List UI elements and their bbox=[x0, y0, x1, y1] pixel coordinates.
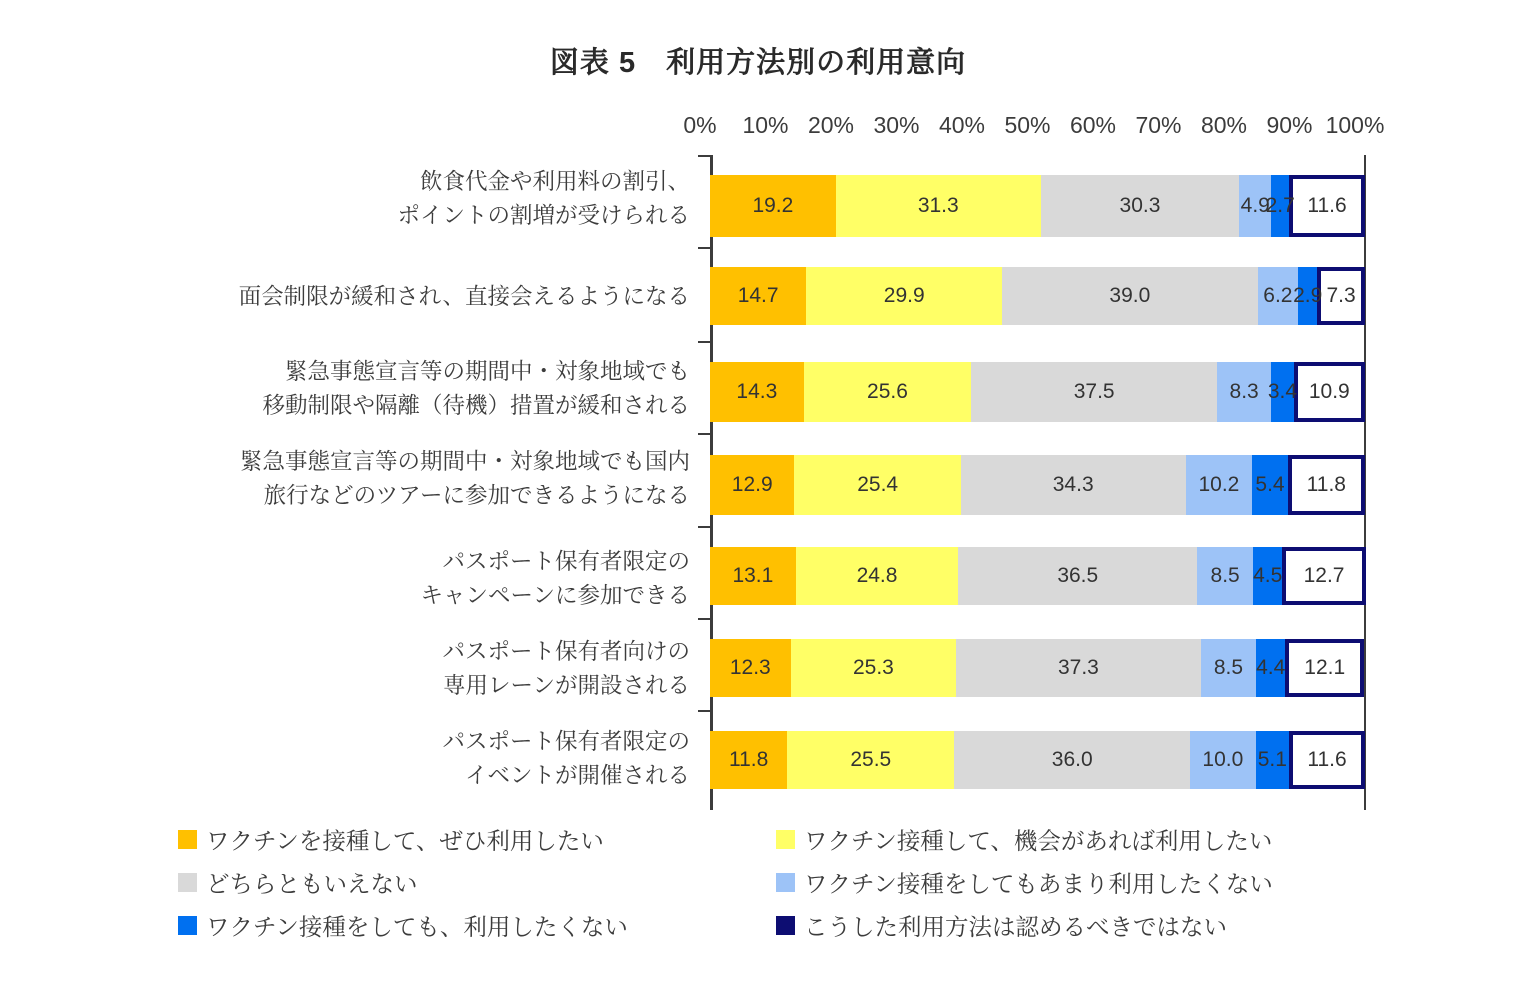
bar-value-label: 25.3 bbox=[852, 656, 894, 679]
chart-title: 図表 5 利用方法別の利用意向 bbox=[549, 47, 967, 79]
bar-segment bbox=[1201, 639, 1257, 697]
bar-row bbox=[710, 455, 1365, 515]
legend-swatch-icon bbox=[776, 830, 795, 849]
bar-segment bbox=[954, 731, 1190, 789]
legend-item[interactable] bbox=[178, 822, 776, 856]
bar-value-label: 11.8 bbox=[728, 748, 769, 771]
legend-label: ワクチン接種をしても、利用したくない bbox=[206, 914, 628, 940]
category-label: パスポート保有者向けの 専用レーンが開設される bbox=[442, 639, 690, 698]
bar-value-label: 2.9 bbox=[1293, 284, 1323, 307]
bar-value-label: 36.5 bbox=[1057, 564, 1099, 587]
x-axis-tick-30: 30% bbox=[873, 112, 920, 138]
chart-legend bbox=[178, 822, 1418, 951]
legend-swatch-icon bbox=[178, 873, 197, 892]
bar-value-label: 10.0 bbox=[1202, 748, 1244, 771]
bar-segment bbox=[710, 455, 794, 515]
axis-separator bbox=[698, 526, 710, 528]
x-axis-tick-70: 70% bbox=[1135, 112, 1182, 138]
bar-value-label: 5.4 bbox=[1255, 473, 1285, 496]
bar-value-label: 37.3 bbox=[1057, 656, 1099, 679]
bar-segment bbox=[1267, 362, 1298, 422]
category-label: 面会制限が緩和され、直接会えるようになる bbox=[238, 284, 690, 309]
bar-value-label: 8.3 bbox=[1229, 380, 1259, 403]
bar-row bbox=[710, 639, 1365, 697]
bar-value-label: 30.3 bbox=[1119, 194, 1161, 217]
bar-value-label: 8.5 bbox=[1210, 564, 1240, 587]
bar-value-label: 19.2 bbox=[752, 194, 794, 217]
bar-value-label: 31.3 bbox=[917, 194, 959, 217]
bar-row bbox=[710, 547, 1365, 605]
legend-row bbox=[178, 908, 1418, 951]
bar-value-label: 24.8 bbox=[856, 564, 898, 587]
bar-segment bbox=[787, 731, 954, 789]
bar-segment bbox=[794, 455, 960, 515]
bar-value-label: 14.3 bbox=[736, 380, 778, 403]
legend-row bbox=[178, 865, 1418, 908]
bar-segment bbox=[1190, 731, 1256, 789]
bar-value-label: 12.1 bbox=[1304, 656, 1346, 679]
bar-value-label: 10.2 bbox=[1198, 473, 1240, 496]
bar-row bbox=[710, 731, 1365, 789]
bar-segment bbox=[1217, 362, 1271, 422]
plot-area bbox=[710, 155, 1365, 810]
bar-value-label: 25.5 bbox=[850, 748, 892, 771]
bar-value-label: 11.6 bbox=[1307, 748, 1347, 771]
legend-label: どちらともいえない bbox=[206, 871, 418, 897]
bar-value-label: 11.8 bbox=[1306, 473, 1346, 496]
legend-item[interactable] bbox=[178, 865, 776, 899]
bar-value-label: 29.9 bbox=[883, 284, 925, 307]
legend-item[interactable] bbox=[178, 908, 776, 942]
axis-separator bbox=[698, 247, 710, 249]
legend-row bbox=[178, 822, 1418, 865]
bar-row bbox=[710, 175, 1365, 237]
legend-item[interactable] bbox=[776, 822, 1272, 856]
bar-segment bbox=[958, 547, 1197, 605]
bar-row bbox=[710, 267, 1365, 325]
bar-segment bbox=[961, 455, 1186, 515]
legend-label: ワクチン接種をしてもあまり利用したくない bbox=[804, 871, 1273, 897]
x-axis-tick-60: 60% bbox=[1069, 112, 1117, 138]
bar-value-label: 4.9 bbox=[1240, 194, 1270, 217]
bar-value-label: 12.3 bbox=[729, 656, 771, 679]
bar-segment bbox=[1288, 455, 1365, 515]
bar-segment bbox=[806, 267, 1002, 325]
bar-value-label: 5.1 bbox=[1257, 748, 1287, 771]
x-axis-tick-90: 90% bbox=[1266, 112, 1313, 138]
bar-segment bbox=[1002, 267, 1257, 325]
legend-label: こうした利用方法は認めるべきではない bbox=[804, 914, 1227, 940]
bar-value-label: 34.3 bbox=[1052, 473, 1094, 496]
bar-segment bbox=[710, 547, 796, 605]
bar-segment bbox=[971, 362, 1217, 422]
bar-value-label: 13.1 bbox=[732, 564, 774, 587]
bar-value-label: 6.2 bbox=[1263, 284, 1293, 307]
x-axis-tick-100: 100% bbox=[1325, 112, 1385, 138]
bar-segment bbox=[1186, 455, 1253, 515]
category-label: パスポート保有者限定の キャンペーンに参加できる bbox=[420, 549, 690, 608]
bar-value-label: 39.0 bbox=[1109, 284, 1151, 307]
axis-separator bbox=[698, 433, 710, 435]
bar-segment bbox=[1317, 267, 1365, 325]
bar-segment bbox=[710, 731, 787, 789]
bar-value-label: 14.7 bbox=[737, 284, 779, 307]
category-label: パスポート保有者限定の イベントが開催される bbox=[442, 729, 690, 788]
bar-value-label: 25.6 bbox=[867, 380, 908, 403]
axis-separator bbox=[698, 618, 710, 620]
axis-separator bbox=[698, 155, 710, 157]
bar-segment bbox=[710, 362, 804, 422]
axis-separator bbox=[698, 710, 710, 712]
category-label: 緊急事態宣言等の期間中・対象地域でも国内 旅行などのツアーに参加できるようになる bbox=[239, 449, 690, 508]
x-axis-tick-20: 20% bbox=[807, 112, 855, 138]
bar-segment bbox=[796, 547, 958, 605]
bar-value-label: 4.5 bbox=[1253, 564, 1283, 587]
bar-segment bbox=[1256, 731, 1289, 789]
bar-value-label: 25.4 bbox=[857, 473, 899, 496]
bar-segment bbox=[1289, 175, 1365, 237]
legend-swatch-icon bbox=[776, 916, 795, 935]
bar-segment bbox=[710, 267, 806, 325]
bar-segment bbox=[836, 175, 1041, 237]
legend-label: ワクチンを接種して、ぜひ利用したい bbox=[206, 828, 604, 854]
legend-swatch-icon bbox=[776, 873, 795, 892]
bar-row bbox=[710, 362, 1365, 422]
x-axis-tick-labels bbox=[683, 112, 1385, 138]
category-label: 飲食代金や利用料の割引、 ポイントの割増が受けられる bbox=[397, 169, 690, 228]
bar-segment bbox=[710, 639, 791, 697]
bar-segment bbox=[1285, 639, 1364, 697]
bar-segment bbox=[1252, 455, 1287, 515]
bar-segment bbox=[1289, 731, 1365, 789]
x-axis-tick-50: 50% bbox=[1004, 112, 1051, 138]
x-axis-tick-40: 40% bbox=[938, 112, 986, 138]
bar-segment bbox=[1265, 175, 1295, 237]
bar-segment bbox=[1256, 639, 1285, 697]
bar-value-label: 36.0 bbox=[1051, 748, 1093, 771]
bar-segment bbox=[956, 639, 1200, 697]
x-axis-tick-0: 0% bbox=[683, 112, 717, 138]
bar-segment bbox=[1041, 175, 1239, 237]
bar-value-label: 11.6 bbox=[1307, 194, 1347, 217]
bar-segment bbox=[804, 362, 972, 422]
category-label: 緊急事態宣言等の期間中・対象地域でも 移動制限や隔離（待機）措置が緩和される bbox=[262, 359, 690, 418]
bar-value-label: 2.7 bbox=[1265, 194, 1295, 217]
bar-segment bbox=[791, 639, 957, 697]
bar-segment bbox=[710, 175, 836, 237]
bar-value-label: 8.5 bbox=[1213, 656, 1244, 679]
legend-item[interactable] bbox=[776, 865, 1273, 899]
legend-swatch-icon bbox=[178, 830, 197, 849]
x-axis-tick-80: 80% bbox=[1200, 112, 1248, 138]
bar-value-label: 12.7 bbox=[1303, 564, 1345, 587]
bar-value-label: 3.4 bbox=[1267, 380, 1298, 403]
bar-value-label: 4.4 bbox=[1256, 656, 1286, 679]
axis-separator bbox=[698, 341, 710, 343]
legend-swatch-icon bbox=[178, 916, 197, 935]
bar-value-label: 10.9 bbox=[1308, 380, 1350, 403]
bar-segment bbox=[1293, 267, 1323, 325]
x-axis-tick-10: 10% bbox=[742, 112, 789, 138]
bar-segment bbox=[1253, 547, 1282, 605]
bar-value-label: 7.3 bbox=[1326, 284, 1356, 307]
bar-value-label: 37.5 bbox=[1073, 380, 1115, 403]
bar-segment bbox=[1294, 362, 1365, 422]
bar-segment bbox=[1282, 547, 1365, 605]
legend-label: ワクチン接種して、機会があれば利用したい bbox=[804, 828, 1273, 854]
bar-segment bbox=[1197, 547, 1253, 605]
bar-value-label: 12.9 bbox=[731, 473, 773, 496]
legend-item[interactable] bbox=[776, 908, 1227, 942]
